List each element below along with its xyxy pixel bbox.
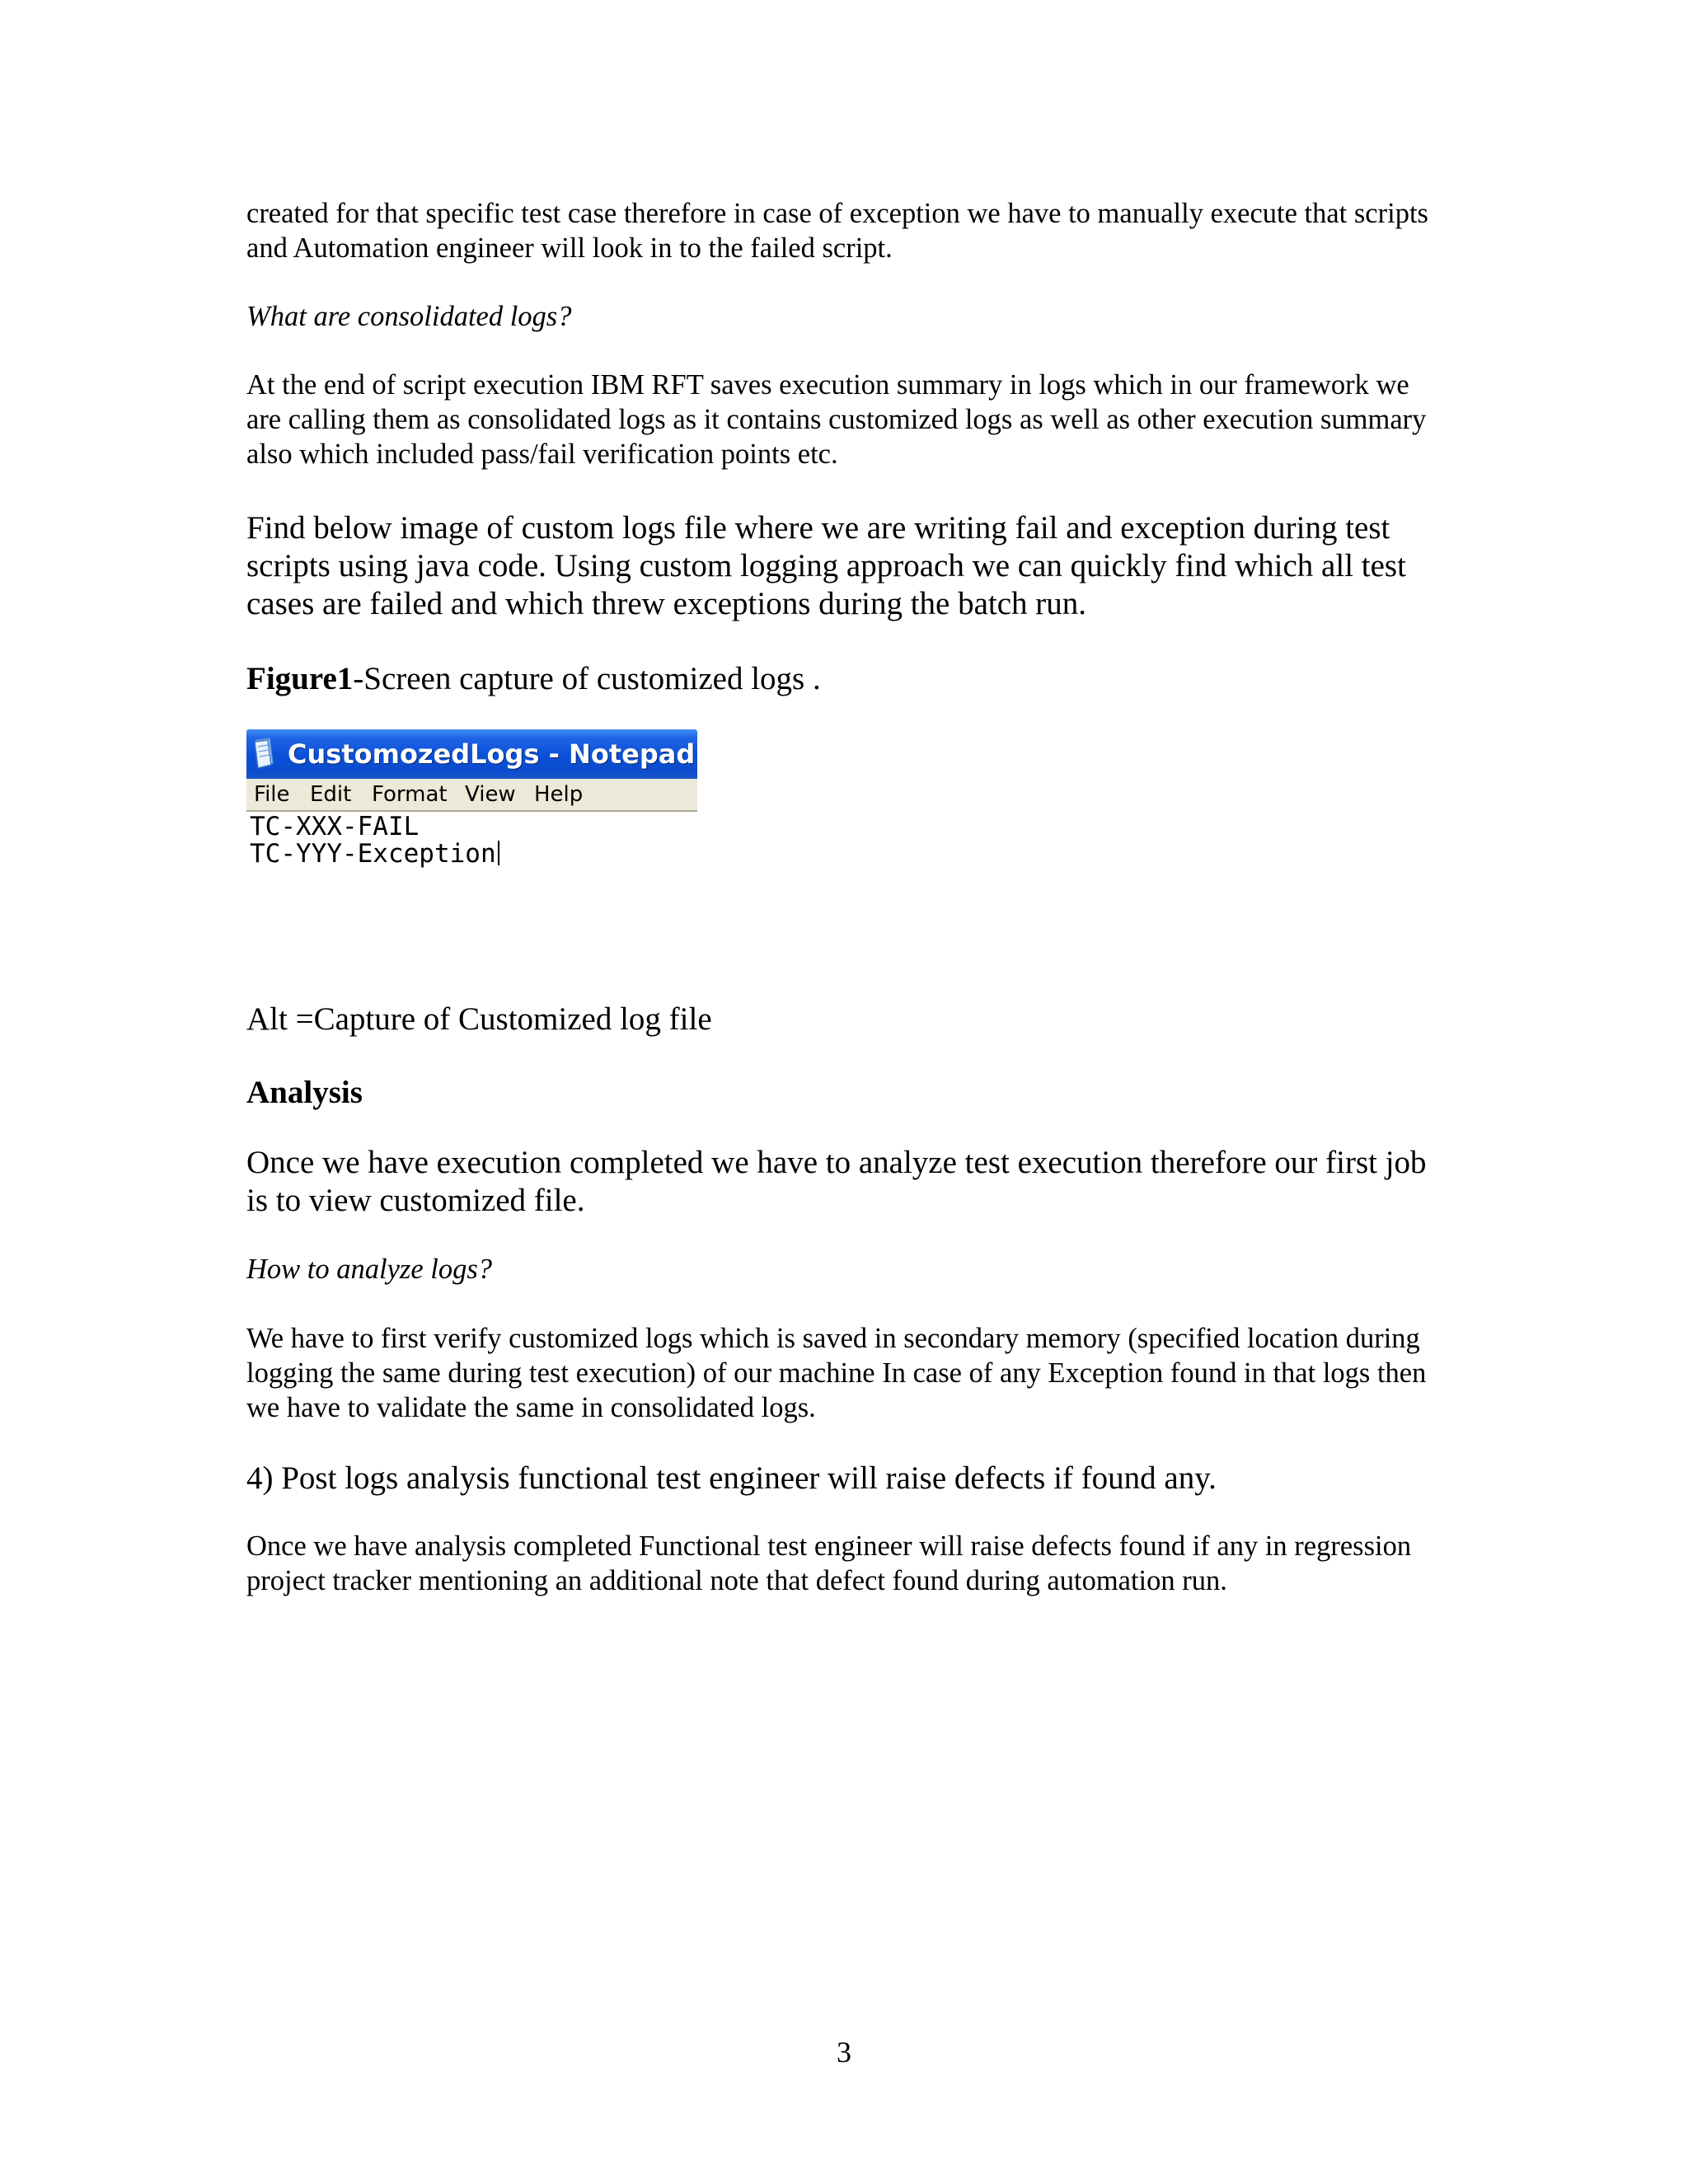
menu-format[interactable]: Format [372,782,448,807]
text-caret [498,841,499,865]
figure-caption-text: -Screen capture of customized logs . [353,661,821,696]
log-line [250,841,499,868]
notepad-title: CustomozedLogs - Notepad [288,738,696,770]
log-line: TC-XXX-FAIL [250,812,420,841]
paragraph-analyze-execution: Once we have execution completed we have to analyze test execution therefore our first job is to view customized file. [246,1145,1427,1218]
question-analyze-logs: How to analyze logs? [246,1254,493,1285]
menu-view[interactable]: View [465,782,516,807]
paragraph-custom-logs: Find below image of custom logs file where we are writing fail and exception during test scripts using java code. Using custom logging approach we can quickly find which all test cases are failed and which threw exceptions during the batch run. [246,510,1406,621]
notepad-titlebar [246,729,697,779]
paragraph-verify-logs: We have to first verify customized logs which is saved in secondary memory (specified location during logging the same during test execution) of our machine In case of any Exception found in that logs then we have to validate the same in consolidated logs. [246,1323,1427,1423]
notepad-screenshot [246,729,697,882]
page-number: 3 [837,2036,851,2069]
menu-help[interactable]: Help [534,782,584,807]
log-line-text: TC-YYY-Exception [250,839,496,869]
notepad-text-area[interactable] [250,813,499,868]
analysis-heading: Analysis [246,1075,363,1110]
notepad-icon [251,737,276,770]
notepad-menubar [246,779,697,812]
paragraph-raise-defects: Once we have analysis completed Functional test engineer will raise defects found if any in regression project tracker mentioning an additional note that defect found during automation run. [246,1530,1412,1596]
menu-file[interactable]: File [254,782,290,807]
paragraph-post-analysis: 4) Post logs analysis functional test engineer will raise defects if found any. [246,1460,1217,1496]
paragraph-consolidated-logs: At the end of script execution IBM RFT saves execution summary in logs which in our framework we are calling them as consolidated logs as it contains customized logs as well as other execution summary also which included pass/fail verification points etc. [246,369,1427,470]
figure-caption [246,660,1450,698]
menu-edit[interactable]: Edit [310,782,352,807]
figure-label: Figure1 [246,661,354,696]
question-consolidated-logs: What are consolidated logs? [246,301,572,332]
paragraph-intro: created for that specific test case therefore in case of exception we have to manually execute that scripts and Automation engineer will look in to the failed script. [246,198,1428,264]
alt-text: Alt =Capture of Customized log file [246,1001,712,1037]
